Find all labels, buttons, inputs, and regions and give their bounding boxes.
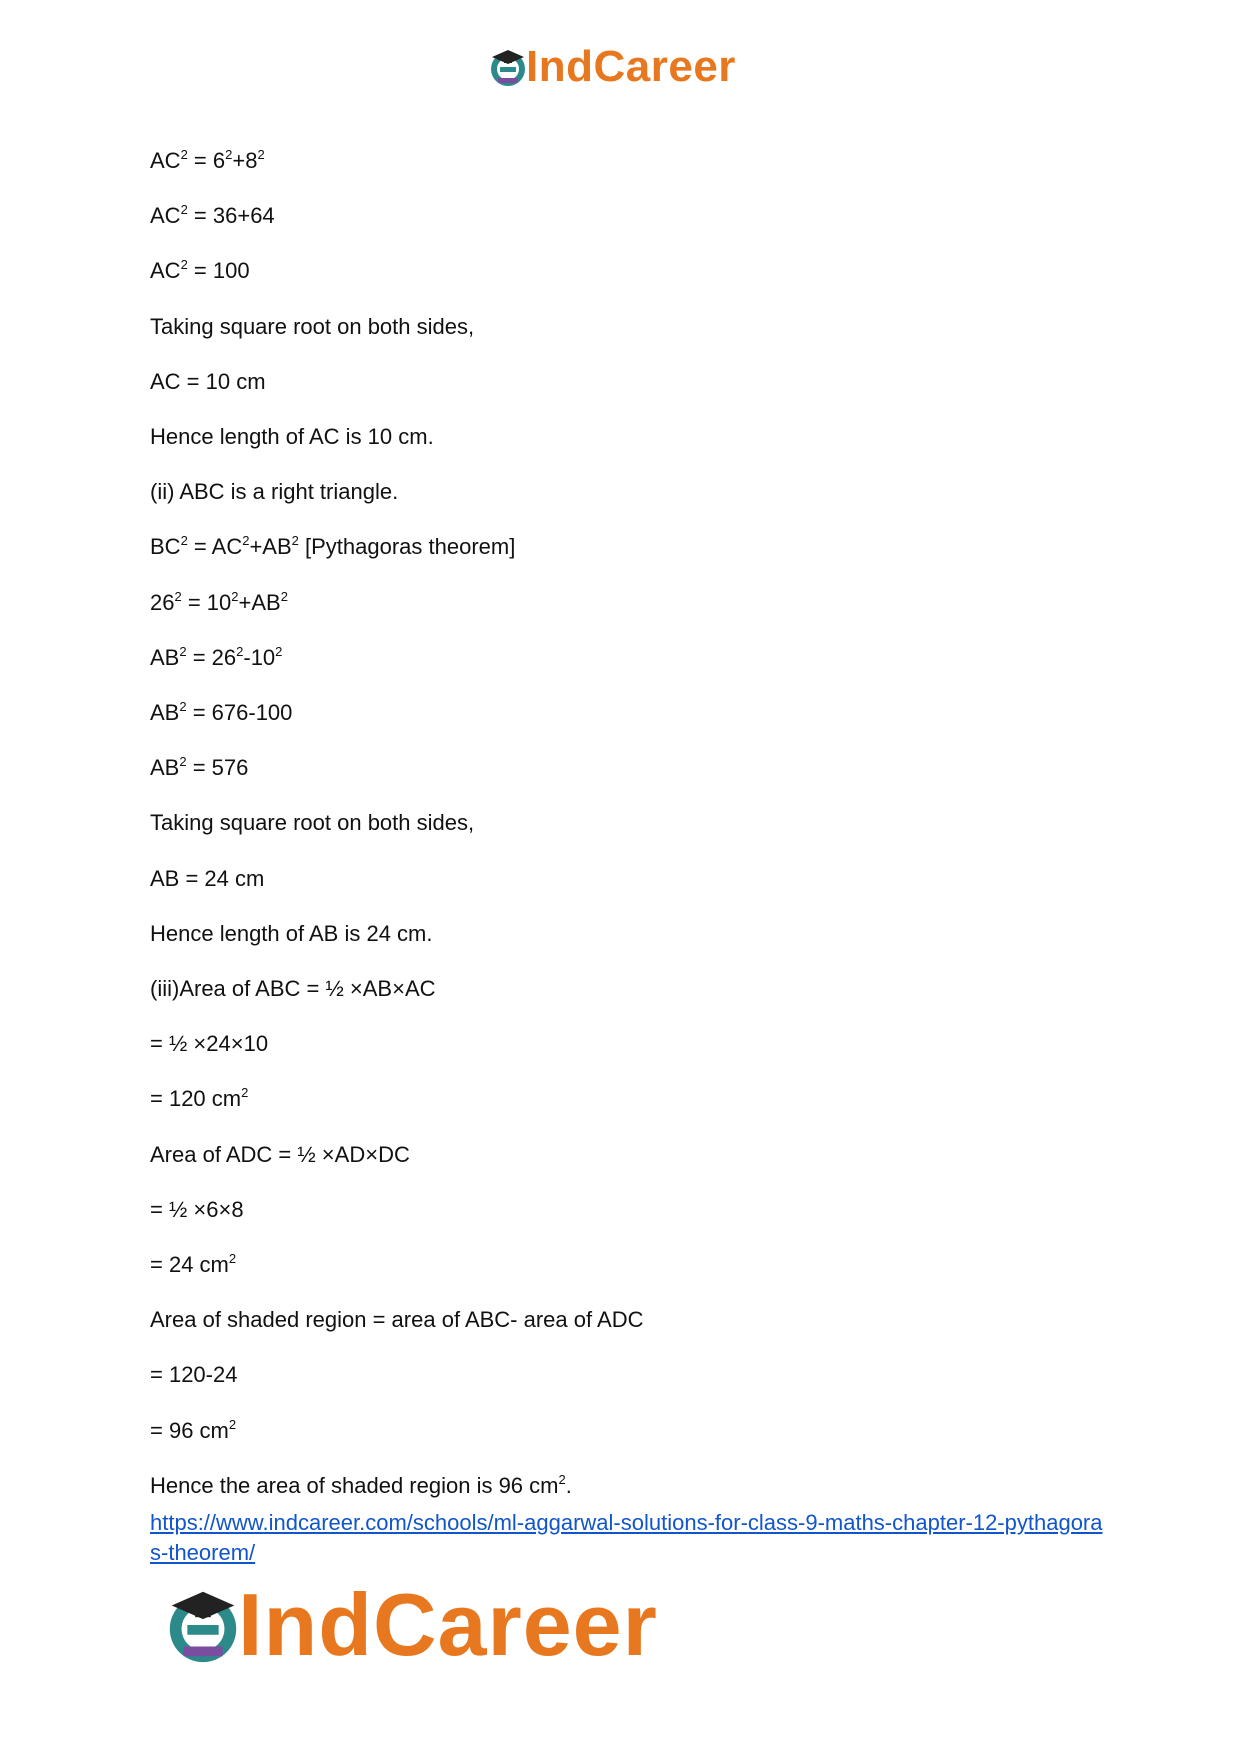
line-text: AC bbox=[150, 258, 181, 283]
superscript: 2 bbox=[179, 754, 187, 769]
superscript: 2 bbox=[275, 644, 283, 659]
superscript: 2 bbox=[280, 589, 288, 604]
graduation-cap-logo-icon bbox=[486, 45, 530, 89]
line-text: (ii) ABC is a right triangle. bbox=[150, 479, 399, 504]
solution-line bbox=[150, 1418, 236, 1444]
line-text: = 576 bbox=[186, 755, 249, 780]
line-text: (iii)Area of ABC = ½ ×AB×AC bbox=[150, 976, 436, 1001]
solution-line bbox=[150, 1086, 248, 1112]
solution-line bbox=[150, 1362, 237, 1388]
line-text: = AC bbox=[187, 534, 243, 559]
line-text: 26 bbox=[150, 590, 175, 615]
solution-line bbox=[150, 866, 264, 892]
line-text: AC = 10 cm bbox=[150, 369, 266, 394]
line-text: Taking square root on both sides, bbox=[150, 810, 475, 835]
line-text: Hence length of AC is 10 cm. bbox=[150, 424, 434, 449]
line-text: Hence length of AB is 24 cm. bbox=[150, 921, 433, 946]
footer-logo bbox=[160, 1575, 658, 1674]
superscript: 2 bbox=[228, 1417, 237, 1432]
solution-line bbox=[150, 1473, 572, 1499]
solution-line bbox=[150, 976, 436, 1002]
superscript: 2 bbox=[180, 257, 188, 272]
footer-brand-text: IndCareer bbox=[238, 1575, 658, 1674]
solution-line bbox=[150, 369, 266, 395]
solution-line bbox=[150, 424, 434, 450]
superscript: 2 bbox=[236, 644, 244, 659]
superscript: 2 bbox=[179, 644, 187, 659]
superscript: 2 bbox=[180, 533, 188, 548]
line-text: +8 bbox=[232, 148, 258, 173]
solution-line bbox=[150, 203, 275, 229]
line-text: = ½ ×24×10 bbox=[150, 1031, 269, 1056]
line-text: = 6 bbox=[187, 148, 226, 173]
line-text: = 120 cm bbox=[150, 1086, 242, 1111]
line-text: BC bbox=[150, 534, 181, 559]
line-text: = 24 cm bbox=[150, 1252, 229, 1277]
line-text: AC bbox=[150, 203, 181, 228]
line-text: = 36+64 bbox=[187, 203, 275, 228]
line-text: = 96 cm bbox=[150, 1418, 229, 1443]
superscript: 2 bbox=[242, 533, 250, 548]
line-text: AB = 24 cm bbox=[150, 866, 265, 891]
superscript: 2 bbox=[180, 147, 188, 162]
line-text: Taking square root on both sides, bbox=[150, 314, 475, 339]
solution-line bbox=[150, 258, 250, 284]
line-text: AB bbox=[150, 645, 180, 670]
superscript: 2 bbox=[225, 147, 233, 162]
line-text: AC bbox=[150, 148, 181, 173]
line-text: = 120-24 bbox=[150, 1362, 238, 1387]
line-text: +AB bbox=[238, 590, 281, 615]
solution-line bbox=[150, 645, 282, 671]
solution-line bbox=[150, 1197, 244, 1223]
line-text: = 676-100 bbox=[186, 700, 293, 725]
line-text: = 100 bbox=[187, 258, 250, 283]
header-logo bbox=[486, 42, 736, 92]
solution-line bbox=[150, 921, 433, 947]
line-text: = 26 bbox=[186, 645, 237, 670]
solution-line bbox=[150, 1142, 410, 1168]
line-text: = 10 bbox=[181, 590, 232, 615]
superscript: 2 bbox=[558, 1472, 566, 1487]
line-text: AB bbox=[150, 700, 180, 725]
superscript: 2 bbox=[241, 1085, 249, 1100]
line-text: Hence the area of shaded region is 96 cm bbox=[150, 1473, 559, 1498]
superscript: 2 bbox=[180, 202, 188, 217]
line-text: Area of ADC = ½ ×AD×DC bbox=[150, 1142, 410, 1167]
source-link[interactable]: https://www.indcareer.com/schools/ml-aggarwal-solutions-for-class-9-maths-chapter-12-pythagoras-theorem/ bbox=[150, 1510, 1103, 1565]
line-text: AB bbox=[150, 755, 180, 780]
solution-line bbox=[150, 314, 474, 340]
solution-line bbox=[150, 1252, 236, 1278]
line-text: [Pythagoras theorem] bbox=[298, 534, 516, 559]
line-text: = ½ ×6×8 bbox=[150, 1197, 244, 1222]
line-text: Area of shaded region = area of ABC- area of ADC bbox=[150, 1307, 644, 1332]
superscript: 2 bbox=[257, 147, 265, 162]
header-brand-text: IndCareer bbox=[526, 42, 736, 91]
superscript: 2 bbox=[231, 589, 239, 604]
solution-line bbox=[150, 534, 515, 560]
superscript: 2 bbox=[228, 1251, 237, 1266]
solution-line bbox=[150, 810, 474, 836]
solution-line bbox=[150, 755, 248, 781]
solution-line bbox=[150, 590, 288, 616]
solution-line bbox=[150, 1307, 643, 1333]
solution-line bbox=[150, 148, 265, 174]
superscript: 2 bbox=[291, 533, 299, 548]
line-text: +AB bbox=[249, 534, 292, 559]
line-text: -10 bbox=[243, 645, 276, 670]
line-text: . bbox=[565, 1473, 572, 1498]
superscript: 2 bbox=[174, 589, 182, 604]
graduation-cap-logo-icon bbox=[160, 1582, 246, 1668]
solution-line bbox=[150, 479, 398, 505]
solution-line bbox=[150, 1031, 268, 1057]
solution-line bbox=[150, 700, 292, 726]
superscript: 2 bbox=[179, 699, 187, 714]
